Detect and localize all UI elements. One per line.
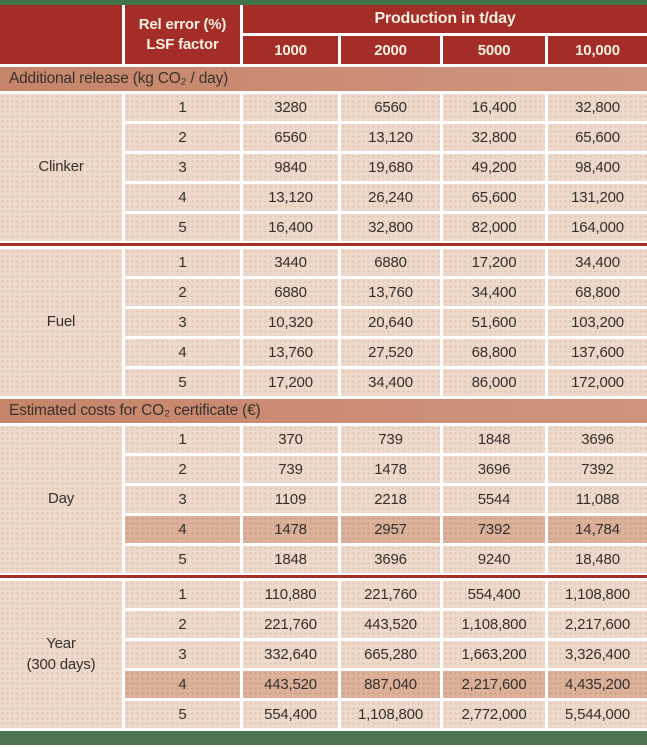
factor-cell: 1	[125, 249, 240, 276]
value-cell: 5544	[443, 486, 545, 513]
header-col-1000: 1000	[243, 36, 338, 64]
value-cell: 739	[341, 426, 440, 453]
header-col-10000: 10,000	[548, 36, 647, 64]
group-label-cell	[0, 249, 122, 396]
header-factor-cell	[125, 5, 240, 64]
value-cell: 3280	[243, 94, 338, 121]
value-cell: 3696	[341, 546, 440, 573]
value-cell: 221,760	[341, 581, 440, 608]
value-cell: 26,240	[341, 184, 440, 211]
table-header	[0, 5, 647, 64]
value-cell: 6880	[243, 279, 338, 306]
value-cell: 370	[243, 426, 338, 453]
value-cell: 103,200	[548, 309, 647, 336]
value-cell: 1848	[443, 426, 545, 453]
value-cell: 68,800	[443, 339, 545, 366]
value-cell: 27,520	[341, 339, 440, 366]
factor-cell: 1	[125, 94, 240, 121]
value-cell: 1478	[243, 516, 338, 543]
factor-label-line1: Rel error (%)	[138, 16, 227, 33]
value-cell: 13,120	[341, 124, 440, 151]
section-title-bar: Estimated costs for CO₂ certificate (€)	[0, 399, 647, 423]
value-cell: 1848	[243, 546, 338, 573]
value-cell: 3696	[548, 426, 647, 453]
header-production-cell: Production in t/day	[243, 5, 647, 33]
value-cell: 20,640	[341, 309, 440, 336]
value-cell: 19,680	[341, 154, 440, 181]
factor-cell: 5	[125, 369, 240, 396]
value-cell: 665,280	[341, 641, 440, 668]
value-cell: 68,800	[548, 279, 647, 306]
value-cell: 49,200	[443, 154, 545, 181]
header-corner-cell	[0, 5, 122, 64]
value-cell: 98,400	[548, 154, 647, 181]
value-cell: 18,480	[548, 546, 647, 573]
factor-cell: 4	[125, 671, 240, 698]
factor-cell: 5	[125, 701, 240, 728]
group-grid	[0, 94, 647, 241]
value-cell: 554,400	[443, 581, 545, 608]
factor-cell: 4	[125, 339, 240, 366]
value-cell: 34,400	[443, 279, 545, 306]
value-cell: 221,760	[243, 611, 338, 638]
factor-cell: 2	[125, 611, 240, 638]
group-label-cell	[0, 94, 122, 241]
factor-cell: 4	[125, 184, 240, 211]
factor-cell: 2	[125, 456, 240, 483]
value-cell: 1478	[341, 456, 440, 483]
factor-cell: 2	[125, 124, 240, 151]
value-cell: 443,520	[243, 671, 338, 698]
value-cell: 10,320	[243, 309, 338, 336]
value-cell: 7392	[548, 456, 647, 483]
factor-cell: 1	[125, 426, 240, 453]
value-cell: 65,600	[548, 124, 647, 151]
value-cell: 82,000	[443, 214, 545, 241]
factor-cell: 5	[125, 546, 240, 573]
value-cell: 2,772,000	[443, 701, 545, 728]
value-cell: 14,784	[548, 516, 647, 543]
value-cell: 1,108,800	[341, 701, 440, 728]
value-cell: 887,040	[341, 671, 440, 698]
value-cell: 86,000	[443, 369, 545, 396]
value-cell: 739	[243, 456, 338, 483]
factor-cell: 3	[125, 309, 240, 336]
group-grid	[0, 581, 647, 728]
factor-cell: 5	[125, 214, 240, 241]
bottom-green-bar	[0, 731, 647, 745]
value-cell: 6560	[341, 94, 440, 121]
value-cell: 4,435,200	[548, 671, 647, 698]
value-cell: 1,663,200	[443, 641, 545, 668]
group-label: Fuel	[46, 313, 76, 331]
value-cell: 13,760	[341, 279, 440, 306]
group-label: Day	[47, 490, 75, 508]
value-cell: 13,120	[243, 184, 338, 211]
factor-cell: 3	[125, 154, 240, 181]
value-cell: 16,400	[443, 94, 545, 121]
value-cell: 5,544,000	[548, 701, 647, 728]
header-col-5000: 5000	[443, 36, 545, 64]
value-cell: 11,088	[548, 486, 647, 513]
value-cell: 7392	[443, 516, 545, 543]
value-cell: 2,217,600	[548, 611, 647, 638]
value-cell: 9240	[443, 546, 545, 573]
value-cell: 65,600	[443, 184, 545, 211]
factor-cell: 3	[125, 641, 240, 668]
factor-cell: 3	[125, 486, 240, 513]
value-cell: 6880	[341, 249, 440, 276]
value-cell: 137,600	[548, 339, 647, 366]
value-cell: 131,200	[548, 184, 647, 211]
group-label-line2: (300 days)	[26, 655, 96, 673]
value-cell: 17,200	[443, 249, 545, 276]
value-cell: 2957	[341, 516, 440, 543]
value-cell: 1,108,800	[548, 581, 647, 608]
value-cell: 6560	[243, 124, 338, 151]
group-label: Clinker	[38, 158, 84, 176]
value-cell: 32,800	[548, 94, 647, 121]
value-cell: 1109	[243, 486, 338, 513]
group-grid	[0, 249, 647, 396]
value-cell: 34,400	[548, 249, 647, 276]
value-cell: 3696	[443, 456, 545, 483]
value-cell: 51,600	[443, 309, 545, 336]
value-cell: 332,640	[243, 641, 338, 668]
factor-cell: 4	[125, 516, 240, 543]
value-cell: 9840	[243, 154, 338, 181]
group-grid	[0, 426, 647, 573]
value-cell: 32,800	[341, 214, 440, 241]
group-label: Year	[46, 635, 76, 653]
table-body	[0, 67, 647, 728]
value-cell: 110,880	[243, 581, 338, 608]
value-cell: 2218	[341, 486, 440, 513]
value-cell: 17,200	[243, 369, 338, 396]
group-label-cell	[0, 426, 122, 573]
value-cell: 172,000	[548, 369, 647, 396]
factor-cell: 2	[125, 279, 240, 306]
value-cell: 554,400	[243, 701, 338, 728]
group-divider	[0, 575, 647, 578]
value-cell: 3,326,400	[548, 641, 647, 668]
group-label-cell	[0, 581, 122, 728]
value-cell: 164,000	[548, 214, 647, 241]
value-cell: 32,800	[443, 124, 545, 151]
value-cell: 3440	[243, 249, 338, 276]
section-title-bar: Additional release (kg CO₂ / day)	[0, 67, 647, 91]
group-divider	[0, 243, 647, 246]
value-cell: 2,217,600	[443, 671, 545, 698]
factor-label-line2: LSF factor	[146, 35, 219, 53]
value-cell: 1,108,800	[443, 611, 545, 638]
header-col-2000: 2000	[341, 36, 440, 64]
value-cell: 16,400	[243, 214, 338, 241]
value-cell: 443,520	[341, 611, 440, 638]
factor-cell: 1	[125, 581, 240, 608]
value-cell: 13,760	[243, 339, 338, 366]
value-cell: 34,400	[341, 369, 440, 396]
